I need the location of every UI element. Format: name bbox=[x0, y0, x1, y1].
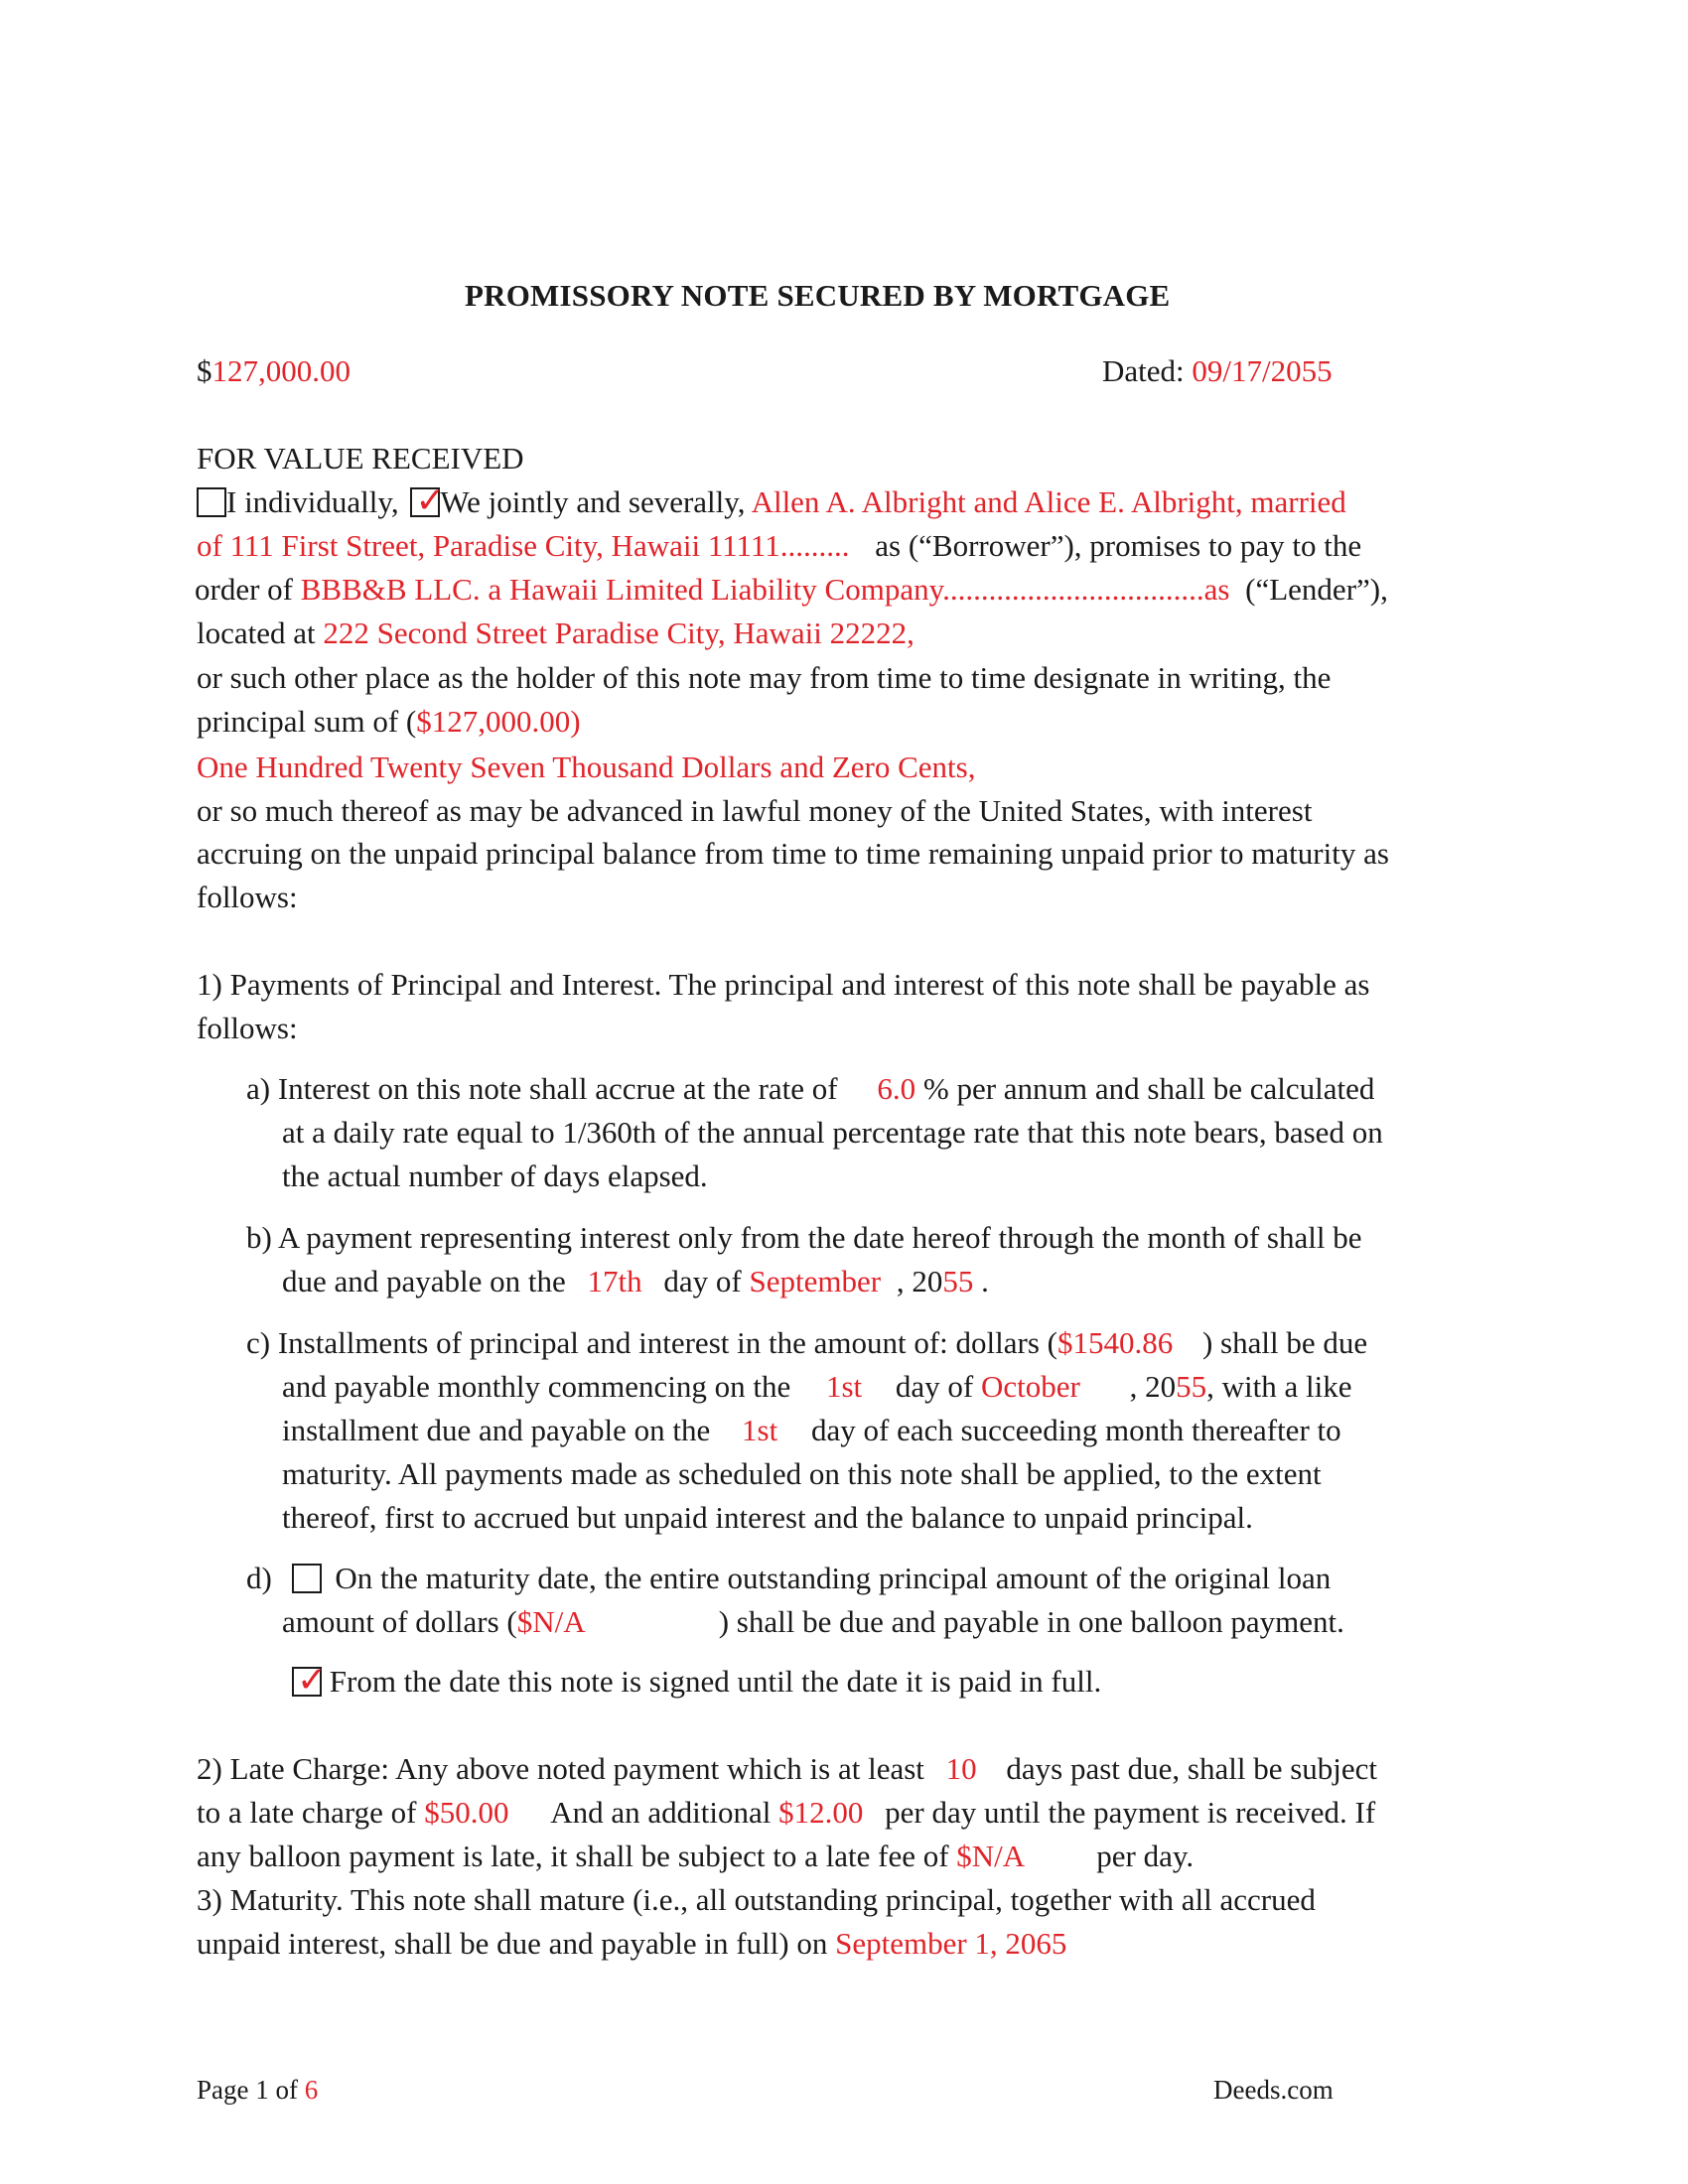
balloon-per-day: per day. bbox=[1096, 1839, 1195, 1873]
principal-line bbox=[197, 700, 581, 744]
item-c-like-text: , with a like bbox=[1206, 1369, 1352, 1404]
maturity-date: September 1, 2065 bbox=[835, 1926, 1067, 1961]
section-3-line-2 bbox=[197, 1922, 1066, 1966]
item-c-year-prefix: , 20 bbox=[1129, 1369, 1177, 1404]
item-d-text: On the maturity date, the entire outstanding principal amount of the original loan bbox=[335, 1561, 1332, 1595]
item-a-line-1 bbox=[246, 1067, 1374, 1111]
interest-only-day: 17th bbox=[587, 1264, 642, 1298]
order-of-label: order of bbox=[195, 572, 293, 607]
item-a-text: a) Interest on this note shall accrue at the rate of bbox=[246, 1071, 838, 1106]
principal-value: $127,000.00) bbox=[416, 704, 581, 739]
item-d-line-3 bbox=[292, 1660, 1101, 1704]
dated-value: 09/17/2055 bbox=[1192, 353, 1333, 388]
installment-day: 1st bbox=[742, 1413, 778, 1447]
late-charge-amount: $50.00 bbox=[424, 1795, 509, 1830]
lender-line bbox=[195, 568, 1388, 612]
item-b-period: . bbox=[981, 1264, 989, 1298]
commence-year: 55 bbox=[1176, 1369, 1207, 1404]
amount-value: 127,000.00 bbox=[211, 353, 351, 388]
interest-rate: 6.0 bbox=[877, 1071, 916, 1106]
item-d-full-text: From the date this note is signed until the date it is paid in full. bbox=[329, 1664, 1102, 1699]
section-2-line-2 bbox=[197, 1791, 1375, 1835]
item-c-line-3 bbox=[282, 1409, 1341, 1452]
item-c-line-4: maturity. All payments made as scheduled on this note shall be applied, to the extent bbox=[282, 1456, 1322, 1491]
late-charge-of-text: to a late charge of bbox=[197, 1795, 417, 1830]
dated-line bbox=[1102, 349, 1333, 393]
item-c-text-2: ) shall be due bbox=[1201, 1325, 1368, 1360]
borrower-address-line bbox=[197, 524, 1361, 568]
item-c-text: c) Installments of principal and interest in the amount of: dollars ( bbox=[246, 1325, 1057, 1360]
other-place-text: or such other place as the holder of this note may from time to time designate in writing, the bbox=[197, 660, 1332, 695]
balloon-checkbox[interactable] bbox=[292, 1564, 322, 1593]
interest-only-month: September bbox=[749, 1264, 882, 1298]
location-line bbox=[197, 612, 914, 655]
installment-amount: $1540.86 bbox=[1056, 1325, 1174, 1360]
item-d-amount-text: amount of dollars ( bbox=[282, 1604, 517, 1639]
item-a-line-3: the actual number of days elapsed. bbox=[282, 1159, 708, 1193]
section-1-heading: 1) Payments of Principal and Interest. The principal and interest of this note shall be payable as bbox=[197, 967, 1370, 1002]
item-b-line-1: b) A payment representing interest only from the date hereof through the month of shall be bbox=[246, 1220, 1362, 1255]
section-1-heading-cont: follows: bbox=[197, 1011, 298, 1045]
borrower-names: Allen A. Albright and Alice E. Albright, married bbox=[751, 484, 1346, 519]
principal-label: principal sum of ( bbox=[197, 704, 417, 739]
page-number bbox=[197, 2073, 318, 2107]
item-b-line-2 bbox=[282, 1260, 989, 1303]
item-c-commence-text: and payable monthly commencing on the bbox=[282, 1369, 791, 1404]
balloon-late-fee: $N/A bbox=[956, 1839, 1024, 1873]
section-2-line-3 bbox=[197, 1835, 1194, 1878]
additional-amount: $12.00 bbox=[778, 1795, 864, 1830]
item-d-line-2 bbox=[282, 1600, 1344, 1644]
page-total: 6 bbox=[304, 2075, 319, 2105]
lender-location: 222 Second Street Paradise City, Hawaii 22222, bbox=[323, 615, 914, 650]
item-c-day-of: day of bbox=[895, 1369, 974, 1404]
lender-as-text: (“Lender”), bbox=[1245, 572, 1388, 607]
item-a-text-2: % per annum and shall be calculated bbox=[922, 1071, 1375, 1106]
lender-name: BBB&B LLC. a Hawaii Limited Liability Company..................................as bbox=[300, 572, 1230, 607]
commence-month: October bbox=[981, 1369, 1080, 1404]
advanced-text-1: or so much thereof as may be advanced in lawful money of the United States, with interest bbox=[197, 793, 1313, 828]
amount-currency: $ bbox=[197, 353, 212, 388]
item-c-line-1 bbox=[246, 1321, 1367, 1365]
item-d-balloon-text: ) shall be due and payable in one balloon payment. bbox=[718, 1604, 1344, 1639]
item-b-day-of: day of bbox=[663, 1264, 742, 1298]
borrower-type-line bbox=[197, 480, 1346, 524]
jointly-checkbox[interactable] bbox=[410, 480, 446, 521]
checkmark-icon: ✓ bbox=[297, 1660, 328, 1701]
item-b-text: due and payable on the bbox=[282, 1264, 566, 1298]
maturity-text: unpaid interest, shall be due and payable in full) on bbox=[197, 1926, 828, 1961]
section-2-line-1 bbox=[197, 1747, 1377, 1791]
amount-line bbox=[197, 349, 351, 393]
individually-checkbox[interactable] bbox=[197, 487, 226, 517]
individually-label: I individually, bbox=[226, 484, 399, 519]
page-label: Page 1 of bbox=[197, 2075, 298, 2105]
late-charge-text-2: days past due, shall be subject bbox=[1006, 1751, 1378, 1786]
per-day-text: per day until the payment is received. If bbox=[885, 1795, 1376, 1830]
checkmark-icon: ✓ bbox=[415, 480, 446, 521]
commence-day: 1st bbox=[825, 1369, 863, 1404]
principal-words: One Hundred Twenty Seven Thousand Dollars and Zero Cents, bbox=[197, 750, 976, 784]
for-value-received: FOR VALUE RECEIVED bbox=[197, 441, 524, 476]
located-at-label: located at bbox=[197, 615, 316, 650]
balloon-late-text: any balloon payment is late, it shall be subject to a late fee of bbox=[197, 1839, 949, 1873]
paid-in-full-checkbox[interactable] bbox=[292, 1660, 328, 1701]
advanced-text-3: follows: bbox=[197, 880, 298, 914]
balloon-amount: $N/A bbox=[516, 1604, 584, 1639]
footer-site: Deeds.com bbox=[1213, 2075, 1334, 2105]
item-b-year-prefix: , 20 bbox=[896, 1264, 943, 1298]
item-c-installment-text: installment due and payable on the bbox=[282, 1413, 711, 1447]
borrower-as-text: as (“Borrower”), promises to pay to the bbox=[875, 528, 1362, 563]
item-d-label: d) bbox=[246, 1561, 272, 1595]
item-c-succeeding-text: day of each succeeding month thereafter to bbox=[810, 1413, 1341, 1447]
interest-only-year: 55 bbox=[942, 1264, 974, 1298]
section-3-line-1: 3) Maturity. This note shall mature (i.e., all outstanding principal, together with all accrued bbox=[197, 1882, 1316, 1917]
dated-label: Dated: bbox=[1102, 353, 1185, 388]
item-d-line-1 bbox=[246, 1557, 1331, 1600]
item-c-line-5: thereof, first to accrued but unpaid interest and the balance to unpaid principal. bbox=[282, 1500, 1253, 1535]
document-title: PROMISSORY NOTE SECURED BY MORTGAGE bbox=[465, 278, 1171, 313]
borrower-address: of 111 First Street, Paradise City, Hawaii 11111......... bbox=[197, 528, 850, 563]
late-charge-text: 2) Late Charge: Any above noted payment which is at least bbox=[197, 1751, 924, 1786]
advanced-text-2: accruing on the unpaid principal balance from time to time remaining unpaid prior to maturity as bbox=[197, 836, 1389, 871]
item-a-line-2: at a daily rate equal to 1/360th of the annual percentage rate that this note bears, based on bbox=[282, 1115, 1383, 1150]
jointly-label: We jointly and severally, bbox=[440, 484, 746, 519]
item-c-line-2 bbox=[282, 1365, 1351, 1409]
additional-text: And an additional bbox=[550, 1795, 772, 1830]
late-days: 10 bbox=[945, 1751, 977, 1786]
